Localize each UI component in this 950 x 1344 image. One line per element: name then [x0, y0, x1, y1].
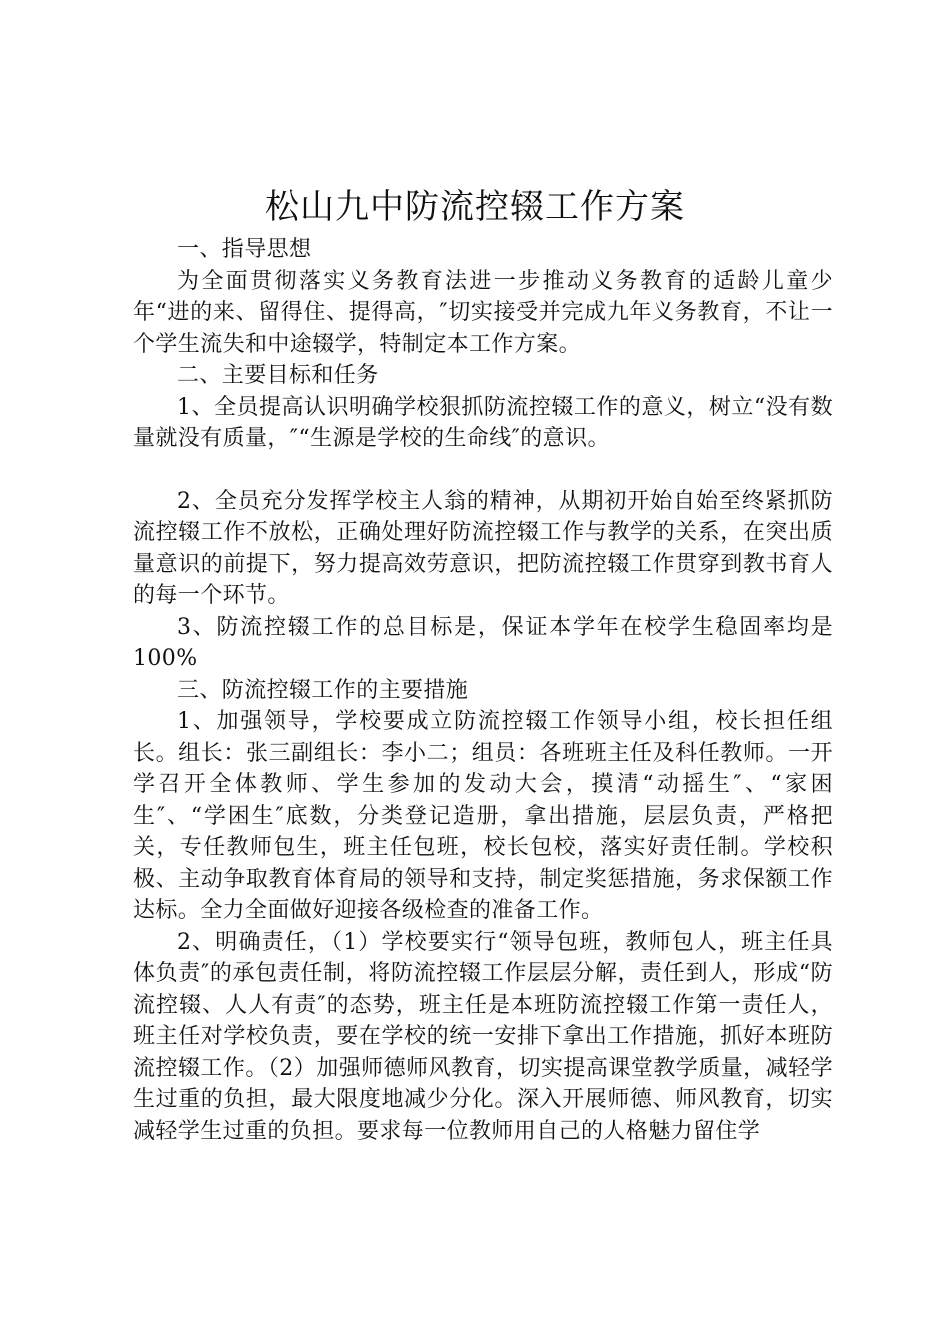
section-heading-main-measures: 三、防流控辍工作的主要措施 [177, 677, 469, 703]
paragraph: 1、加强领导，学校要成立防流控辍工作领导小组，校长担任组长。组长：张三副组长：李小二；组员：各班班主任及科任教师。一开学召开全体教师、学生参加的发动大会，摸清“动摇生″、“家困生″、“学困生″底数，分类登记造册，拿出措施，层层负责，严格把关，专任教师包生，班主任包班，校长包校，落实好责任制。学校积极、主动争取教育体育局的领导和支持，制定奖惩措施，务求保额工作达标。全力全面做好迎接各级检查的准备工作。 [133, 709, 833, 923]
document-title: 松山九中防流控辍工作方案 [265, 187, 685, 227]
paragraph: 2、全员充分发挥学校主人翁的精神，从期初开始自始至终紧抓防流控辍工作不放松，正确处理好防流控辍工作与教学的关系，在突出质量意识的前提下，努力提高效劳意识，把防流控辍工作贯穿到教书育人的每一个环节。 [133, 488, 833, 608]
paragraph: 为全面贯彻落实义务教育法进一步推动义务教育的适龄儿童少年“进的来、留得住、提得高，″切实接受并完成九年义务教育，不让一个学生流失和中途辍学，特制定本工作方案。 [133, 268, 833, 357]
section-heading-guiding-ideology: 一、指导思想 [177, 237, 312, 262]
document-body [133, 234, 833, 1147]
paragraph: 2、明确责任，（1）学校要实行“领导包班，教师包人，班主任具体负责″的承包责任制，将防流控辍工作层层分解，责任到人，形成“防流控辍、人人有责″的态势，班主任是本班防流控辍工作第一责任人，班主任对学校负责，要在学校的统一安排下拿出工作措施，抓好本班防流控辍工作。（2）加强师德师风教育，切实提高课堂教学质量，减轻学生过重的负担，最大限度地减少分化。深入开展师德、师风教育，切实减轻学生过重的负担。要求每一位教师用自己的人格魅力留住学 [133, 929, 833, 1144]
paragraph: 3、防流控辍工作的总目标是，保证本学年在校学生稳固率均是100% [133, 614, 833, 671]
paragraph: 1、全员提高认识明确学校狠抓防流控辍工作的意义，树立“没有数量就没有质量，″“生源是学校的生命线″的意识。 [133, 394, 833, 451]
section-heading-goals-and-tasks: 二、主要目标和任务 [177, 363, 379, 388]
